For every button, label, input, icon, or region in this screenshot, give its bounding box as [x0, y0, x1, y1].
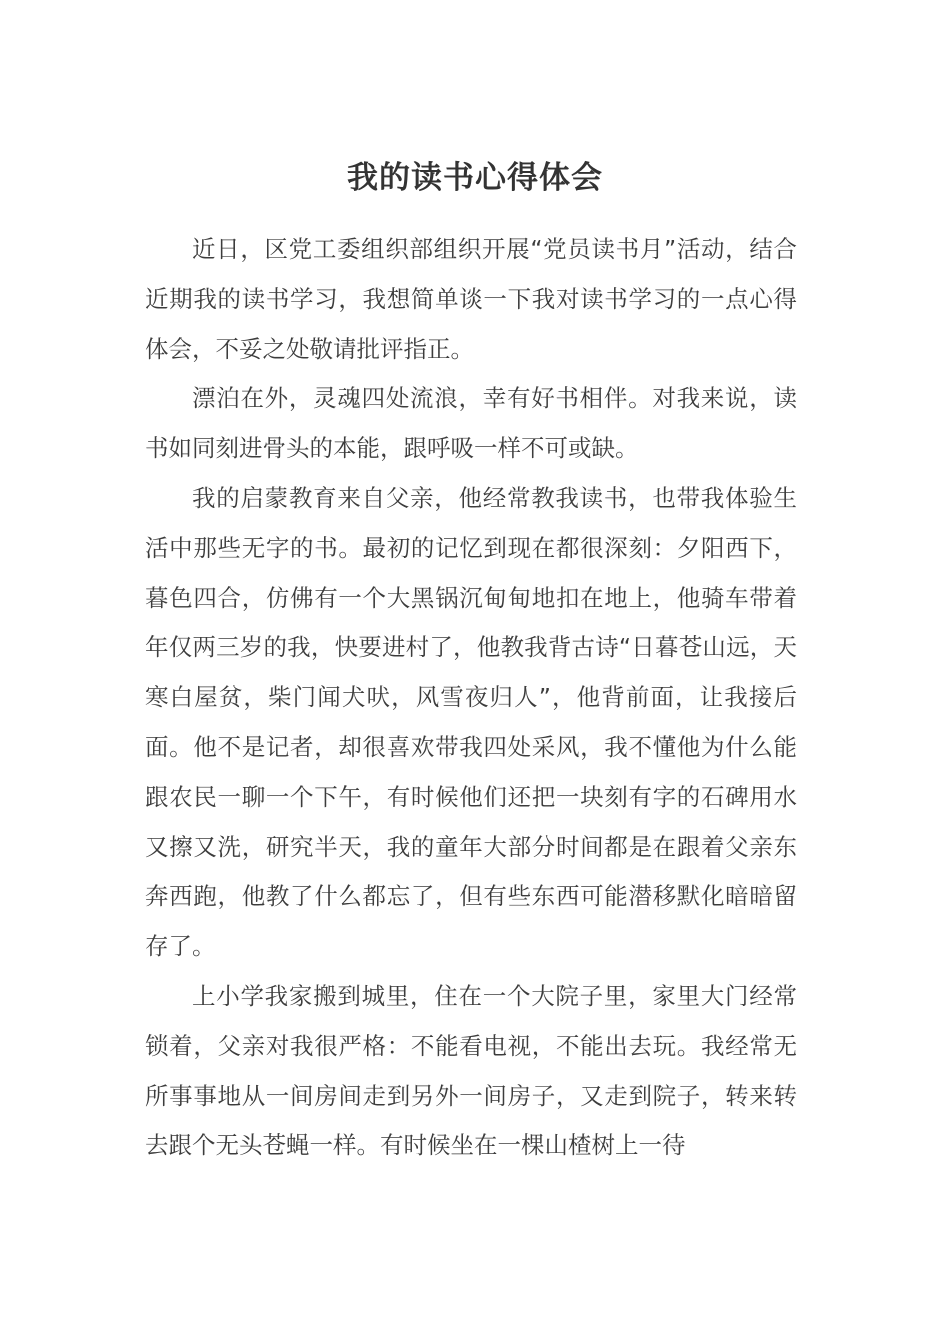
paragraph-1: 近日，区党工委组织部组织开展“党员读书月”活动，结合近期我的读书学习，我想简单谈一下我对读书学习的一点心得体会，不妥之处敬请批评指正。	[145, 235, 797, 363]
document-body	[145, 225, 797, 1171]
document-title: 我的读书心得体会	[347, 160, 603, 196]
paragraph-3: 我的启蒙教育来自父亲，他经常教我读书，也带我体验生活中那些无字的书。最初的记忆到现在都很深刻：夕阳西下，暮色四合，仿佛有一个大黑锅沉甸甸地扣在地上，他骑车带着年仅两三岁的我，快要进村了，他教我背古诗“日暮苍山远，天寒白屋贫，柴门闻犬吠，风雪夜归人”，他背前面，让我接后面。他不是记者，却很喜欢带我四处采风，我不懂他为什么能跟农民一聊一个下午，有时候他们还把一块刻有字的石碑用水又擦又洗，研究半天，我的童年大部分时间都是在跟着父亲东奔西跑，他教了什么都忘了，但有些东西可能潜移默化暗暗留存了。	[145, 483, 797, 961]
paragraph-2: 漂泊在外，灵魂四处流浪，幸有好书相伴。对我来说，读书如同刻进骨头的本能，跟呼吸一样不可或缺。	[145, 384, 797, 463]
paragraph-4: 上小学我家搬到城里，住在一个大院子里，家里大门经常锁着，父亲对我很严格：不能看电视，不能出去玩。我经常无所事事地从一间房间走到另外一间房子，又走到院子，转来转去跟个无头苍蝇一样。有时候坐在一棵山楂树上一待	[145, 981, 797, 1160]
